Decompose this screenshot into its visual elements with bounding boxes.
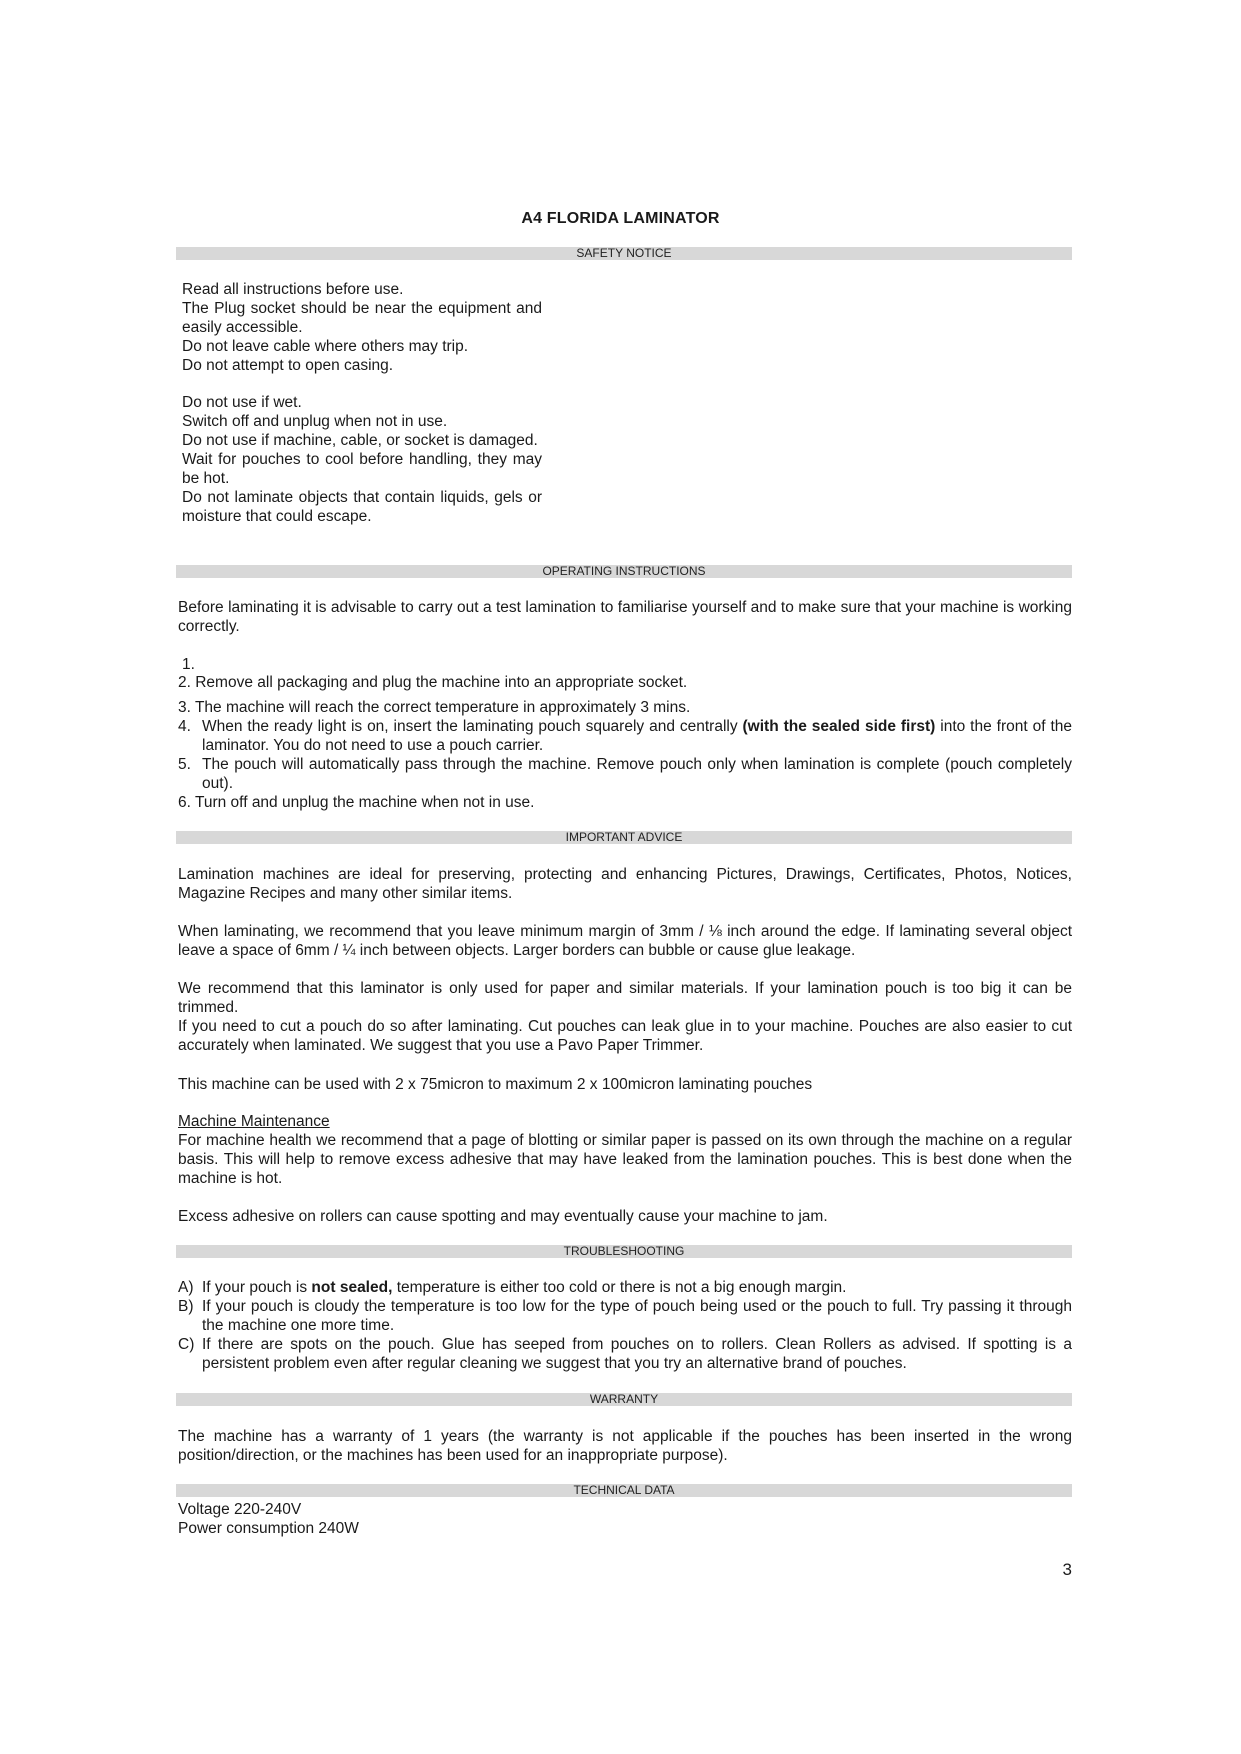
safety-line: The Plug socket should be near the equipment and easily accessible. <box>182 300 542 336</box>
maintenance-paragraph: For machine health we recommend that a page of blotting or similar paper is passed on its own through the machine on a regular basis. This will help to remove excess adhesive that may have leaked from the lamination pouches. This is best done when the machine is hot. <box>178 1132 1072 1187</box>
safety-line: Switch off and unplug when not in use. <box>182 413 448 430</box>
trouble-item-c: C) If there are spots on the pouch. Glue has seeped from pouches on to rollers. Clean Rollers as advised. If spotting is a persistent problem even after regular cleaning we suggest that you try an alternative brand of pouches. <box>178 1336 1072 1372</box>
step-6: 6. Turn off and unplug the machine when not in use. <box>178 794 535 811</box>
step-5: 5. The pouch will automatically pass through the machine. Remove pouch only when lamination is complete (pouch completely out). <box>178 756 1072 792</box>
step-2: 2. Remove all packaging and plug the machine into an appropriate socket. <box>178 674 688 691</box>
section-header-warranty: WARRANTY <box>176 1393 1072 1406</box>
document-title: A4 FLORIDA LAMINATOR <box>521 210 720 227</box>
safety-line: Do not laminate objects that contain liquids, gels or moisture that could escape. <box>182 489 542 525</box>
safety-line: Do not use if machine, cable, or socket is damaged. <box>182 432 538 449</box>
troubleshooting-list <box>178 1278 1072 1373</box>
safety-line: Wait for pouches to cool before handling, they may be hot. <box>182 451 542 487</box>
operating-steps <box>178 655 1072 812</box>
trouble-item-b: B) If your pouch is cloudy the temperature is too low for the type of pouch being used or the pouch to full. Try passing it through the machine one more time. <box>178 1298 1072 1334</box>
advice-paragraph: We recommend that this laminator is only used for paper and similar materials. If your lamination pouch is too big it can be trimmed. <box>178 980 1072 1016</box>
page-number: 3 <box>1062 1560 1072 1579</box>
operating-intro: Before laminating it is advisable to carry out a test lamination to familiarise yourself and to make sure that your machine is working correctly. <box>178 599 1072 635</box>
advice-paragraph: This machine can be used with 2 x 75micron to maximum 2 x 100micron laminating pouches <box>178 1076 813 1093</box>
section-header-advice: IMPORTANT ADVICE <box>176 831 1072 844</box>
maintenance-heading: Machine Maintenance <box>178 1113 330 1130</box>
technical-voltage: Voltage 220-240V <box>178 1501 302 1518</box>
safety-line: Do not leave cable where others may trip. <box>182 338 469 355</box>
safety-line: Do not use if wet. <box>182 394 302 411</box>
safety-line: Read all instructions before use. <box>182 281 404 298</box>
technical-power: Power consumption 240W <box>178 1520 359 1537</box>
safety-notice-list <box>182 280 542 526</box>
section-header-technical: TECHNICAL DATA <box>176 1484 1072 1497</box>
section-header-operating: OPERATING INSTRUCTIONS <box>176 565 1072 578</box>
advice-paragraph: When laminating, we recommend that you leave minimum margin of 3mm / ⅛ inch around the edge. If laminating several object leave a space of 6mm / ¼ inch between objects. Larger borders can bubble or cause glue leakage. <box>178 923 1072 959</box>
warranty-text: The machine has a warranty of 1 years (the warranty is not applicable if the pouches has been inserted in the wrong position/direction, or the machines has been used for an inappropriate purpose). <box>178 1428 1072 1464</box>
advice-paragraph: If you need to cut a pouch do so after laminating. Cut pouches can leak glue in to your machine. Pouches are also easier to cut accurately when laminated. We suggest that you use a Pavo Paper Trimmer. <box>178 1018 1072 1054</box>
trouble-item-a: A) If your pouch is not sealed, temperature is either too cold or there is not a big enough margin. <box>178 1279 847 1296</box>
safety-line: Do not attempt to open casing. <box>182 357 394 374</box>
step-4: 4. When the ready light is on, insert the laminating pouch squarely and centrally (with the sealed side first) into the front of the laminator. You do not need to use a pouch carrier. <box>178 718 1072 754</box>
advice-paragraph: Excess adhesive on rollers can cause spotting and may eventually cause your machine to jam. <box>178 1208 828 1225</box>
step-3: 3. The machine will reach the correct temperature in approximately 3 mins. <box>178 699 691 716</box>
advice-paragraph: Lamination machines are ideal for preserving, protecting and enhancing Pictures, Drawings, Certificates, Photos, Notices, Magazine Recipes and many other similar items. <box>178 866 1072 902</box>
section-header-troubleshooting: TROUBLESHOOTING <box>176 1245 1072 1258</box>
step-1: 1. <box>182 656 195 673</box>
section-header-safety: SAFETY NOTICE <box>176 247 1072 260</box>
